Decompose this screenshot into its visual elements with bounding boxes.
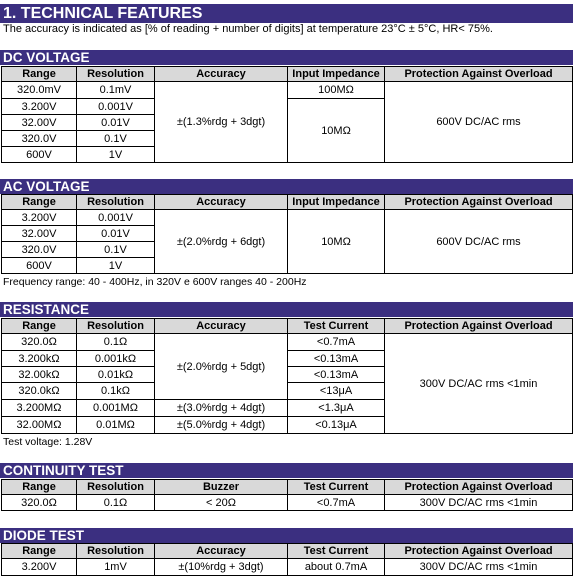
range-cell: 3.200V (2, 559, 77, 576)
range-cell: 320.0V (2, 242, 77, 258)
continuity-table (1, 479, 573, 511)
range-cell: 3.200V (2, 99, 77, 115)
test-current-cell: <0.13μA (288, 417, 385, 434)
accuracy-description: The accuracy is indicated as [% of reading + number of digits] at temperature 23°C ± 5°C, HR< 75%. (3, 23, 493, 35)
table-header-row (2, 480, 573, 495)
header-resolution: Resolution (77, 480, 155, 495)
protection-cell: 300V DC/AC rms <1min (385, 495, 573, 511)
resistance-table (1, 318, 573, 434)
resolution-cell: 0.01V (77, 226, 155, 242)
range-cell: 3.200MΩ (2, 400, 77, 417)
test-current-cell: <0.13mA (288, 367, 385, 383)
resistance-heading: RESISTANCE (0, 302, 573, 317)
test-current-cell: <13μA (288, 383, 385, 400)
table-row (2, 334, 573, 351)
resolution-cell: 0.001kΩ (77, 351, 155, 367)
range-cell: 320.0Ω (2, 334, 77, 351)
resolution-cell: 0.1Ω (77, 495, 155, 511)
resolution-cell: 1V (77, 147, 155, 163)
table-header-row (2, 195, 573, 210)
range-cell: 320.0kΩ (2, 383, 77, 400)
header-protection: Protection Against Overload (385, 67, 573, 82)
header-protection: Protection Against Overload (385, 195, 573, 210)
table-row (2, 495, 573, 511)
range-cell: 3.200kΩ (2, 351, 77, 367)
range-cell: 320.0Ω (2, 495, 77, 511)
ac-voltage-heading: AC VOLTAGE (0, 179, 573, 194)
range-cell: 3.200V (2, 210, 77, 226)
diode-heading: DIODE TEST (0, 528, 573, 543)
page-title: 1. TECHNICAL FEATURES (0, 4, 573, 23)
dc-voltage-table (1, 66, 573, 163)
resolution-cell: 0.1Ω (77, 334, 155, 351)
protection-cell: 300V DC/AC rms <1min (385, 559, 573, 576)
impedance-cell: 10MΩ (288, 99, 385, 163)
accuracy-cell: ±(10%rdg + 3dgt) (155, 559, 288, 576)
range-cell: 600V (2, 147, 77, 163)
resolution-cell: 0.1mV (77, 82, 155, 99)
ac-voltage-table (1, 194, 573, 274)
protection-cell: 600V DC/AC rms (385, 82, 573, 163)
table-row (2, 210, 573, 226)
header-range: Range (2, 544, 77, 559)
resolution-cell: 1V (77, 258, 155, 274)
header-accuracy: Accuracy (155, 319, 288, 334)
resolution-cell: 0.1V (77, 131, 155, 147)
header-protection: Protection Against Overload (385, 319, 573, 334)
range-cell: 320.0mV (2, 82, 77, 99)
resolution-cell: 0.1kΩ (77, 383, 155, 400)
accuracy-cell: ±(2.0%rdg + 6dgt) (155, 210, 288, 274)
header-range: Range (2, 480, 77, 495)
resolution-cell: 0.001V (77, 99, 155, 115)
header-accuracy: Accuracy (155, 195, 288, 210)
range-cell: 32.00kΩ (2, 367, 77, 383)
resolution-cell: 0.001V (77, 210, 155, 226)
header-range: Range (2, 319, 77, 334)
resolution-cell: 0.01MΩ (77, 417, 155, 434)
impedance-cell: 10MΩ (288, 210, 385, 274)
table-header-row (2, 67, 573, 82)
header-range: Range (2, 67, 77, 82)
resolution-cell: 1mV (77, 559, 155, 576)
header-resolution: Resolution (77, 67, 155, 82)
header-test-current: Test Current (288, 544, 385, 559)
buzzer-cell: < 20Ω (155, 495, 288, 511)
header-protection: Protection Against Overload (385, 544, 573, 559)
table-row (2, 82, 573, 99)
range-cell: 32.00V (2, 226, 77, 242)
range-cell: 32.00MΩ (2, 417, 77, 434)
accuracy-cell: ±(5.0%rdg + 4dgt) (155, 417, 288, 434)
protection-cell: 600V DC/AC rms (385, 210, 573, 274)
header-input-impedance: Input Impedance (288, 67, 385, 82)
header-accuracy: Accuracy (155, 67, 288, 82)
header-test-current: Test Current (288, 480, 385, 495)
header-resolution: Resolution (77, 195, 155, 210)
table-row (2, 559, 573, 576)
protection-cell: 300V DC/AC rms <1min (385, 334, 573, 434)
test-voltage-note: Test voltage: 1.28V (3, 436, 93, 448)
resolution-cell: 0.01kΩ (77, 367, 155, 383)
accuracy-cell: ±(1.3%rdg + 3dgt) (155, 82, 288, 163)
range-cell: 32.00V (2, 115, 77, 131)
range-cell: 600V (2, 258, 77, 274)
header-range: Range (2, 195, 77, 210)
header-protection: Protection Against Overload (385, 480, 573, 495)
header-test-current: Test Current (288, 319, 385, 334)
resolution-cell: 0.1V (77, 242, 155, 258)
impedance-cell: 100MΩ (288, 82, 385, 99)
range-cell: 320.0V (2, 131, 77, 147)
dc-voltage-heading: DC VOLTAGE (0, 50, 573, 65)
header-buzzer: Buzzer (155, 480, 288, 495)
test-current-cell: <0.7mA (288, 495, 385, 511)
diode-table (1, 543, 573, 576)
continuity-heading: CONTINUITY TEST (0, 463, 573, 478)
resolution-cell: 0.001MΩ (77, 400, 155, 417)
accuracy-cell: ±(2.0%rdg + 5dgt) (155, 334, 288, 400)
frequency-note: Frequency range: 40 - 400Hz, in 320V e 600V ranges 40 - 200Hz (3, 276, 307, 288)
table-header-row (2, 319, 573, 334)
resolution-cell: 0.01V (77, 115, 155, 131)
test-current-cell: <0.7mA (288, 334, 385, 351)
table-header-row (2, 544, 573, 559)
test-current-cell: about 0.7mA (288, 559, 385, 576)
accuracy-cell: ±(3.0%rdg + 4dgt) (155, 400, 288, 417)
header-resolution: Resolution (77, 544, 155, 559)
test-current-cell: <0.13mA (288, 351, 385, 367)
header-input-impedance: Input Impedance (288, 195, 385, 210)
header-accuracy: Accuracy (155, 544, 288, 559)
header-resolution: Resolution (77, 319, 155, 334)
test-current-cell: <1.3μA (288, 400, 385, 417)
